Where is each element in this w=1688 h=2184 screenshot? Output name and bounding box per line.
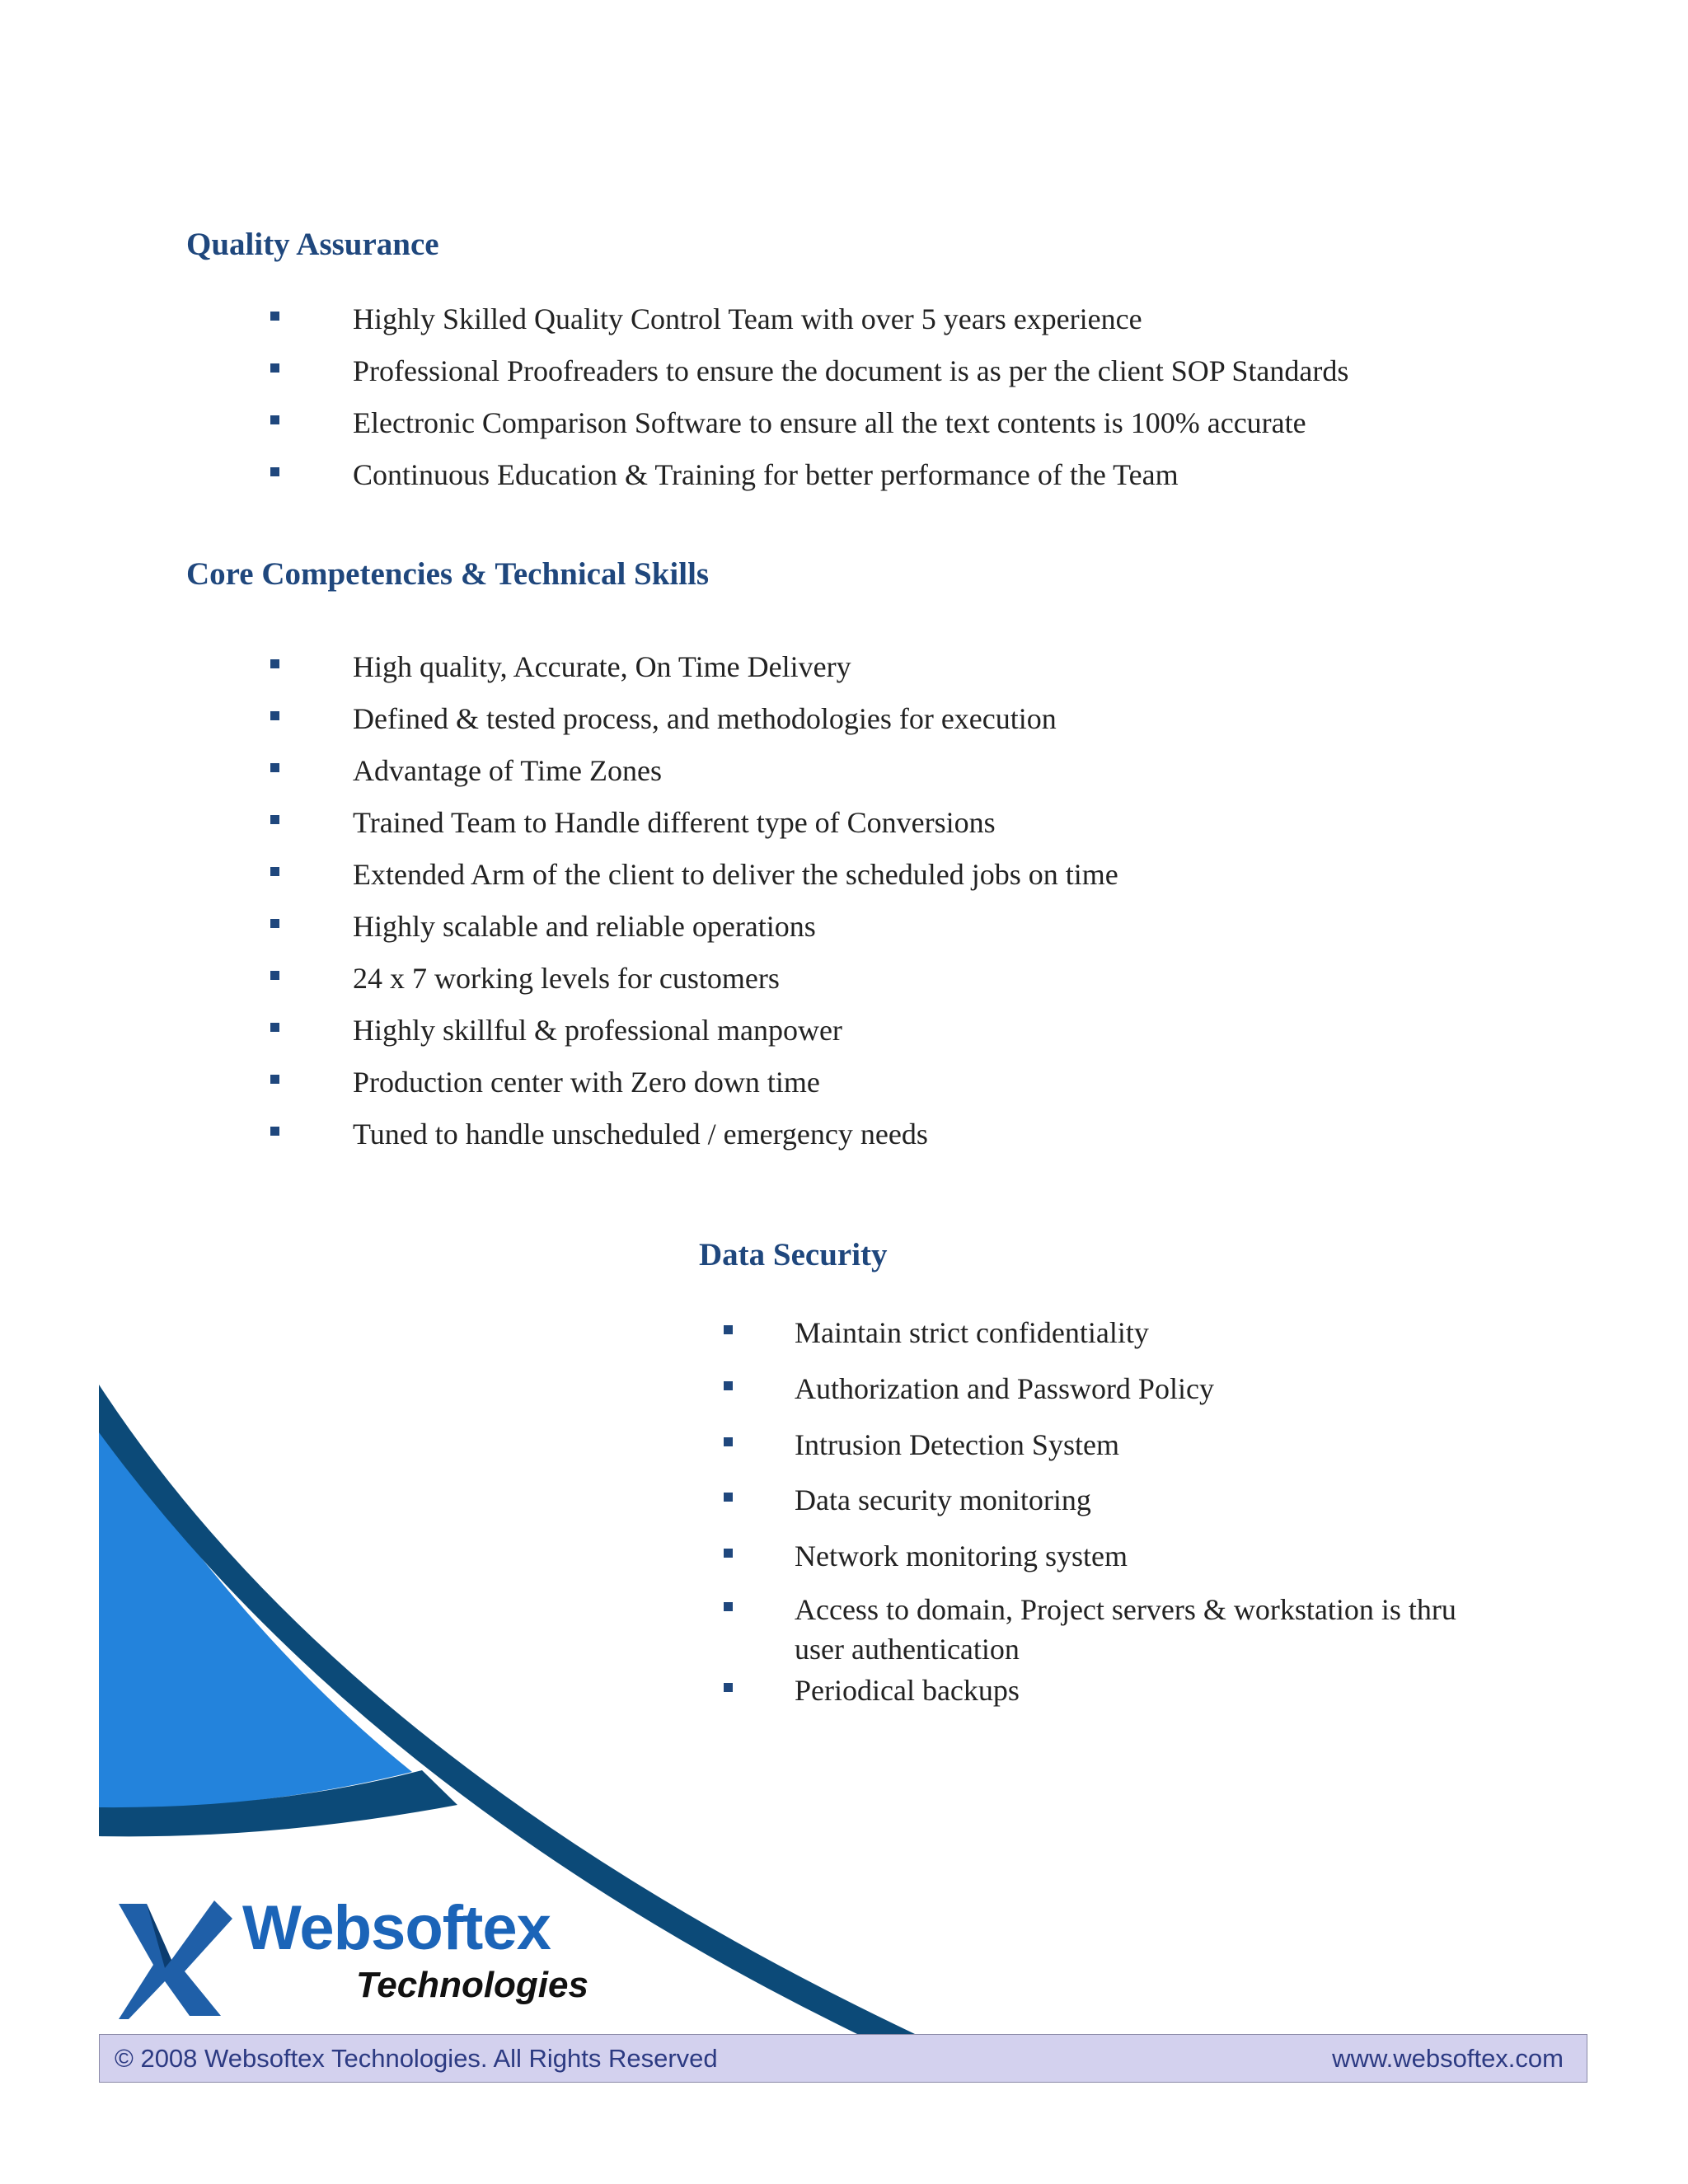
bullet-icon [270, 867, 279, 876]
bullet-icon [724, 1381, 733, 1390]
bullet-icon [724, 1437, 733, 1446]
bullet-icon [270, 1075, 279, 1084]
websoftex-logo [114, 1893, 588, 2027]
bullet-icon [270, 659, 279, 668]
bullet-icon [270, 312, 279, 321]
bullet-icon [724, 1602, 733, 1611]
bullet-icon [270, 1023, 279, 1032]
bullet-icon [270, 919, 279, 928]
bullet-icon [270, 415, 279, 424]
logo-name: Websoftex [242, 1893, 551, 1963]
logo-subtitle: Technologies [356, 1965, 588, 2005]
bullet-icon [270, 363, 279, 373]
bullet-icon [270, 763, 279, 772]
bullet-icon [270, 815, 279, 824]
core-competencies-heading: Core Competencies & Technical Skills [186, 556, 710, 592]
bullet-icon [270, 1127, 279, 1136]
footer-copyright: © 2008 Websoftex Technologies. All Rights Reserved [115, 2044, 718, 2073]
bullet-icon [270, 711, 279, 720]
bullet-icon [724, 1325, 733, 1334]
footer-website-link[interactable]: www.websoftex.com [1332, 2044, 1564, 2073]
bullet-icon [724, 1549, 733, 1558]
bullet-icon [724, 1493, 733, 1502]
data-security-heading: Data Security [699, 1237, 888, 1272]
quality-assurance-heading: Quality Assurance [186, 227, 439, 262]
footer-bar [99, 2034, 1587, 2083]
bullet-icon [724, 1683, 733, 1692]
bullet-icon [270, 971, 279, 980]
logo-x-mark-icon [114, 1896, 246, 2027]
bullet-icon [270, 467, 279, 476]
